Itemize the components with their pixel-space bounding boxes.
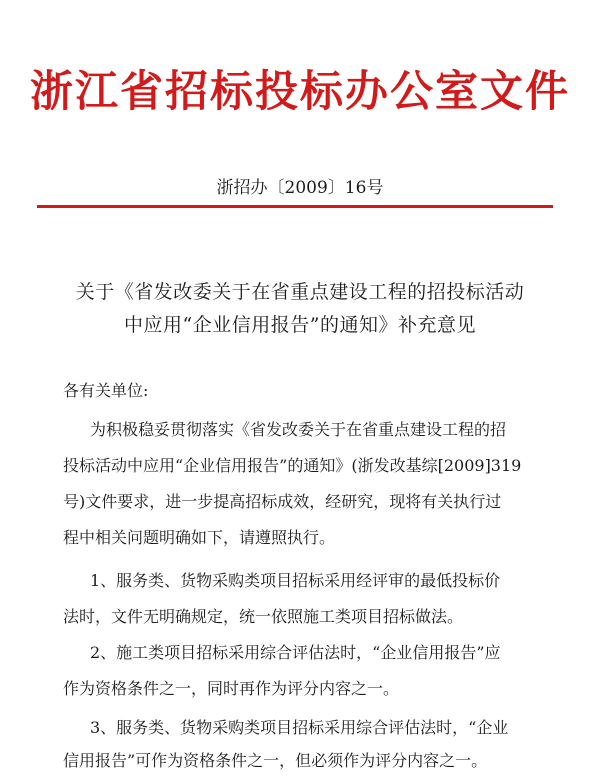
body-line-6: 法时，文件无明确规定，统一依照施工类项目招标做法。 [63,607,464,626]
document-title-line-1: 关于《省发改委关于在省重点建设工程的招投标活动 [75,281,525,303]
salutation: 各有关单位: [63,381,149,400]
body-line-9: 3、服务类、货物采购类项目招标采用综合评估法时，“企业 [90,718,509,737]
document-title-line-2: 中应用“企业信用报告”的通知》补充意见 [124,314,476,336]
body-line-1: 为积极稳妥贯彻落实《省发改委关于在省重点建设工程的招 [90,420,507,439]
body-line-3: 号)文件要求，进一步提高招标成效，经研究，现将有关执行过 [63,492,502,511]
body-line-2: 投标活动中应用“企业信用报告”的通知》(浙发改基综[2009]319 [63,456,522,475]
body-line-10: 信用报告”可作为资格条件之一，但必须作为评分内容之一。 [63,751,488,770]
document-title [30,276,570,342]
body-line-4: 程中相关问题明确如下，请遵照执行。 [63,528,336,547]
red-divider-line [37,205,553,208]
body-line-5: 1、服务类、货物采购类项目招标采用经评审的最低投标价 [90,571,501,590]
body-line-8: 作为资格条件之一，同时再作为评分内容之一。 [63,679,400,698]
document-header-title: 浙江省招标投标办公室文件 [30,67,570,117]
body-line-7: 2、施工类项目招标采用综合评估法时，“企业信用报告”应 [90,643,501,662]
document-number: 浙招办〔2009〕16号 [216,178,384,198]
